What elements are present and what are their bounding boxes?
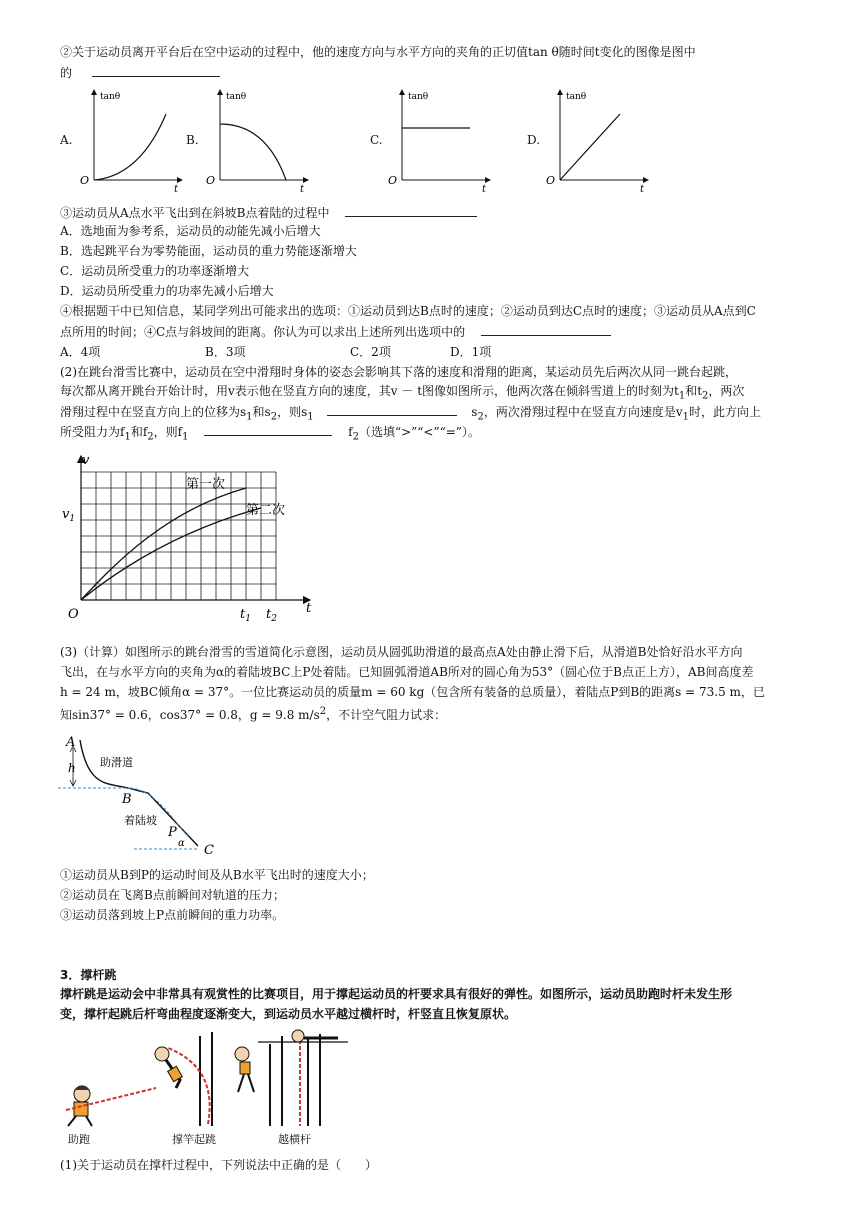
clear-bar-figure: [235, 1030, 348, 1126]
q2-line2: [60, 383, 744, 404]
q2-2-line2: [60, 64, 220, 81]
axis-label-x: t: [300, 184, 305, 194]
q2-4-line2-text: 点所用的时间；④C点与斜坡间的距离。你认为可以求出上述所列出选项中的: [60, 325, 466, 339]
axis-label-y: tanθ: [100, 92, 121, 102]
q2-2-line2-text: 的: [60, 66, 73, 80]
label-second: 第二次: [246, 503, 286, 518]
curve-first: [81, 488, 246, 600]
sub: 1: [124, 431, 131, 443]
t1-sub: 1: [245, 614, 251, 624]
sup: 2: [319, 706, 327, 717]
q3-line4-text: 知sin37° = 0.6，cos37° = 0.8，g = 9.8 m/s: [60, 708, 320, 722]
q3-sub1: ①运动员从B到P的运动时间及从B水平飞出时的速度大小；: [60, 868, 374, 882]
sub: 1: [678, 390, 686, 402]
q2-line2-text: 每次都从离开跳台开始计时，用v表示他在竖直方向的速度，其v － t图像如图所示，他两次落在倾斜雪道上的时刻为t: [60, 384, 679, 398]
origin-label: O: [80, 174, 90, 187]
pole-vault-illustration: [58, 1028, 358, 1130]
answer-blank[interactable]: [481, 323, 611, 336]
q2-3-option-d: D．运动员所受重力的功率先减小后增大: [60, 284, 274, 298]
label-slide: 助滑道: [100, 756, 133, 769]
q2-4-option-b: B．3项: [205, 345, 246, 359]
axis-label-x: t: [640, 184, 645, 194]
q2-line3-text: 时，此方向上: [689, 405, 762, 419]
q3-line1: (3)（计算）如图所示的跳台滑雪的雪道简化示意图，运动员从圆弧助滑道的最高点A处由静止滑下后，从滑道B处恰好沿水平方向: [60, 645, 743, 659]
graph-b: [196, 86, 316, 194]
q2-3-option-a: A．选地面为参考系，运动员的动能先减小后增大: [60, 224, 321, 238]
q2-4-line1: ④根据题干中已知信息，某同学列出可能求出的选项：①运动员到达B点时的速度；②运动员到达C点时的速度；③运动员从A点到C: [60, 304, 756, 318]
ski-diagram: [58, 728, 238, 860]
vt-graph: [58, 450, 328, 626]
q3-line4: [60, 704, 446, 723]
q2-2-line1: ②关于运动员离开平台后在空中运动的过程中，他的速度方向与水平方向的夹角的正切值tan θ随时间t变化的图像是图中: [60, 45, 696, 59]
axis-label-y: tanθ: [566, 92, 587, 102]
graph-c: [378, 86, 498, 194]
label-alpha: α: [178, 838, 185, 849]
q2-line3-text: ，则s: [277, 405, 308, 419]
q3-line3: h = 24 m，坡BC倾角α = 37°。一位比赛运动员的质量m = 60 kg（包含所有装备的总质量），着陆点P到B的距离s = 73.5 m，已: [60, 685, 765, 699]
sub: 2: [147, 431, 154, 443]
axis-label-x: t: [174, 184, 179, 194]
q2-3-stem-text: ③运动员从A点水平飞出到在斜坡B点着陆的过程中: [60, 206, 330, 220]
origin-label: O: [68, 607, 79, 622]
option-b-label: B.: [186, 133, 199, 147]
t2-sub: 2: [271, 614, 277, 624]
axis-label-v: v: [82, 453, 90, 468]
slope-path: [80, 740, 198, 846]
q2-line2-text: ，两次: [708, 384, 745, 398]
grid: [81, 472, 276, 600]
q2-3-option-b: B．选起跳平台为零势能面，运动员的重力势能逐渐增大: [60, 244, 357, 258]
sub: 1: [307, 411, 314, 423]
answer-blank[interactable]: [92, 64, 220, 77]
q2-line4: [60, 423, 480, 445]
label-landing: 着陆坡: [124, 814, 157, 827]
sub: 2: [477, 411, 484, 423]
sub: 2: [352, 431, 359, 443]
label-p: P: [168, 825, 177, 840]
graph-a: [70, 86, 190, 194]
q2-4-options: [60, 343, 620, 359]
q2-line3-text: ，两次滑翔过程中在竖直方向速度是v: [483, 405, 683, 419]
origin-label: O: [206, 174, 216, 187]
axis-label-t: t: [306, 601, 312, 616]
q2-line4-text: 所受阻力为f: [60, 425, 125, 439]
origin-label: O: [388, 174, 398, 187]
option-a-label: A.: [60, 133, 73, 147]
option-c-label: C.: [370, 133, 383, 147]
q2-line4-text: f: [348, 425, 353, 439]
curve-a: [94, 114, 166, 180]
sec3-q1: (1)关于运动员在撑杆过程中，下列说法中正确的是（ ）: [60, 1158, 378, 1172]
q2-3-stem: [60, 204, 477, 221]
option-d-label: D.: [527, 133, 541, 147]
axis-label-y: tanθ: [408, 92, 429, 102]
q2-line3-text: 和s: [252, 405, 271, 419]
label-c: C: [204, 843, 214, 858]
graph-d: [536, 86, 656, 194]
trajectory: [130, 788, 188, 836]
section-para2: 变，撑杆起跳后杆弯曲程度逐渐变大，到运动员水平越过横杆时，杆竖直且恢复原状。: [60, 1007, 517, 1021]
q2-line3-text: 滑翔过程中在竖直方向上的位移为s: [60, 405, 247, 419]
label-v1: [62, 507, 75, 524]
runner-figure: [66, 1086, 156, 1126]
answer-blank[interactable]: [327, 403, 457, 416]
label-h: h: [68, 761, 76, 775]
takeoff-figure: [155, 1032, 212, 1126]
label-first: 第一次: [186, 477, 226, 492]
v1-base: v: [62, 507, 70, 522]
sub: 1: [682, 411, 689, 423]
sub: 1: [246, 411, 253, 423]
t2-base: t: [266, 607, 272, 622]
label-a: A: [66, 735, 76, 750]
label-t1: [240, 607, 251, 624]
label-t2: [266, 607, 277, 624]
curve-b: [220, 124, 286, 180]
t1-base: t: [240, 607, 246, 622]
q2-line4-text: 和f: [130, 425, 148, 439]
sub: 1: [182, 431, 189, 443]
q2-line4-text: （选填“>”“<”“=”）。: [358, 425, 480, 439]
sub: 2: [270, 411, 278, 423]
sub: 2: [702, 390, 709, 402]
v1-sub: 1: [69, 514, 76, 524]
q2-3-option-c: C．运动员所受重力的功率逐渐增大: [60, 264, 250, 278]
section-para1: 撑杆跳是运动会中非常具有观赏性的比赛项目，用于撑起运动员的杆要求具有很好的弹性。如图所示，运动员助跑时杆未发生形: [60, 987, 733, 1001]
q2-line2-text: 和t: [685, 384, 703, 398]
q2-line4-text: ，则f: [153, 425, 183, 439]
caption-clear: 越横杆: [278, 1133, 311, 1146]
curve-d: [560, 114, 620, 180]
axis-label-y: tanθ: [226, 92, 247, 102]
q3-sub3: ③运动员落到坡上P点前瞬间的重力功率。: [60, 908, 285, 922]
section-heading: 3．撑杆跳: [60, 968, 117, 982]
caption-run: 助跑: [68, 1133, 90, 1146]
q2-4-option-a: A．4项: [60, 345, 101, 359]
label-b: B: [122, 792, 132, 807]
q2-4-option-d: D．1项: [450, 345, 492, 359]
q2-4-option-c: C．2项: [350, 345, 391, 359]
origin-label: O: [546, 174, 556, 187]
q3-sub2: ②运动员在飞离B点前瞬间对轨道的压力；: [60, 888, 285, 902]
q3-line4-text: ，不计空气阻力试求：: [326, 708, 447, 722]
q2-line1: (2)在跳台滑雪比赛中，运动员在空中滑翔时身体的姿态会影响其下落的速度和滑翔的距离，某运动员先后两次从同一跳台起跳，: [60, 365, 738, 379]
q3-line2: 飞出，在与水平方向的夹角为α的着陆坡BC上P处着陆。已知圆弧滑道AB所对的圆心角为53°（圆心位于B点正上方），AB间高度差: [60, 665, 754, 679]
caption-takeoff: 撑竿起跳: [172, 1133, 216, 1146]
q2-line3-text: s: [471, 405, 478, 419]
q2-4-line2: [60, 323, 611, 340]
axis-label-x: t: [482, 184, 487, 194]
answer-blank[interactable]: [345, 204, 477, 217]
answer-blank[interactable]: [204, 423, 332, 436]
